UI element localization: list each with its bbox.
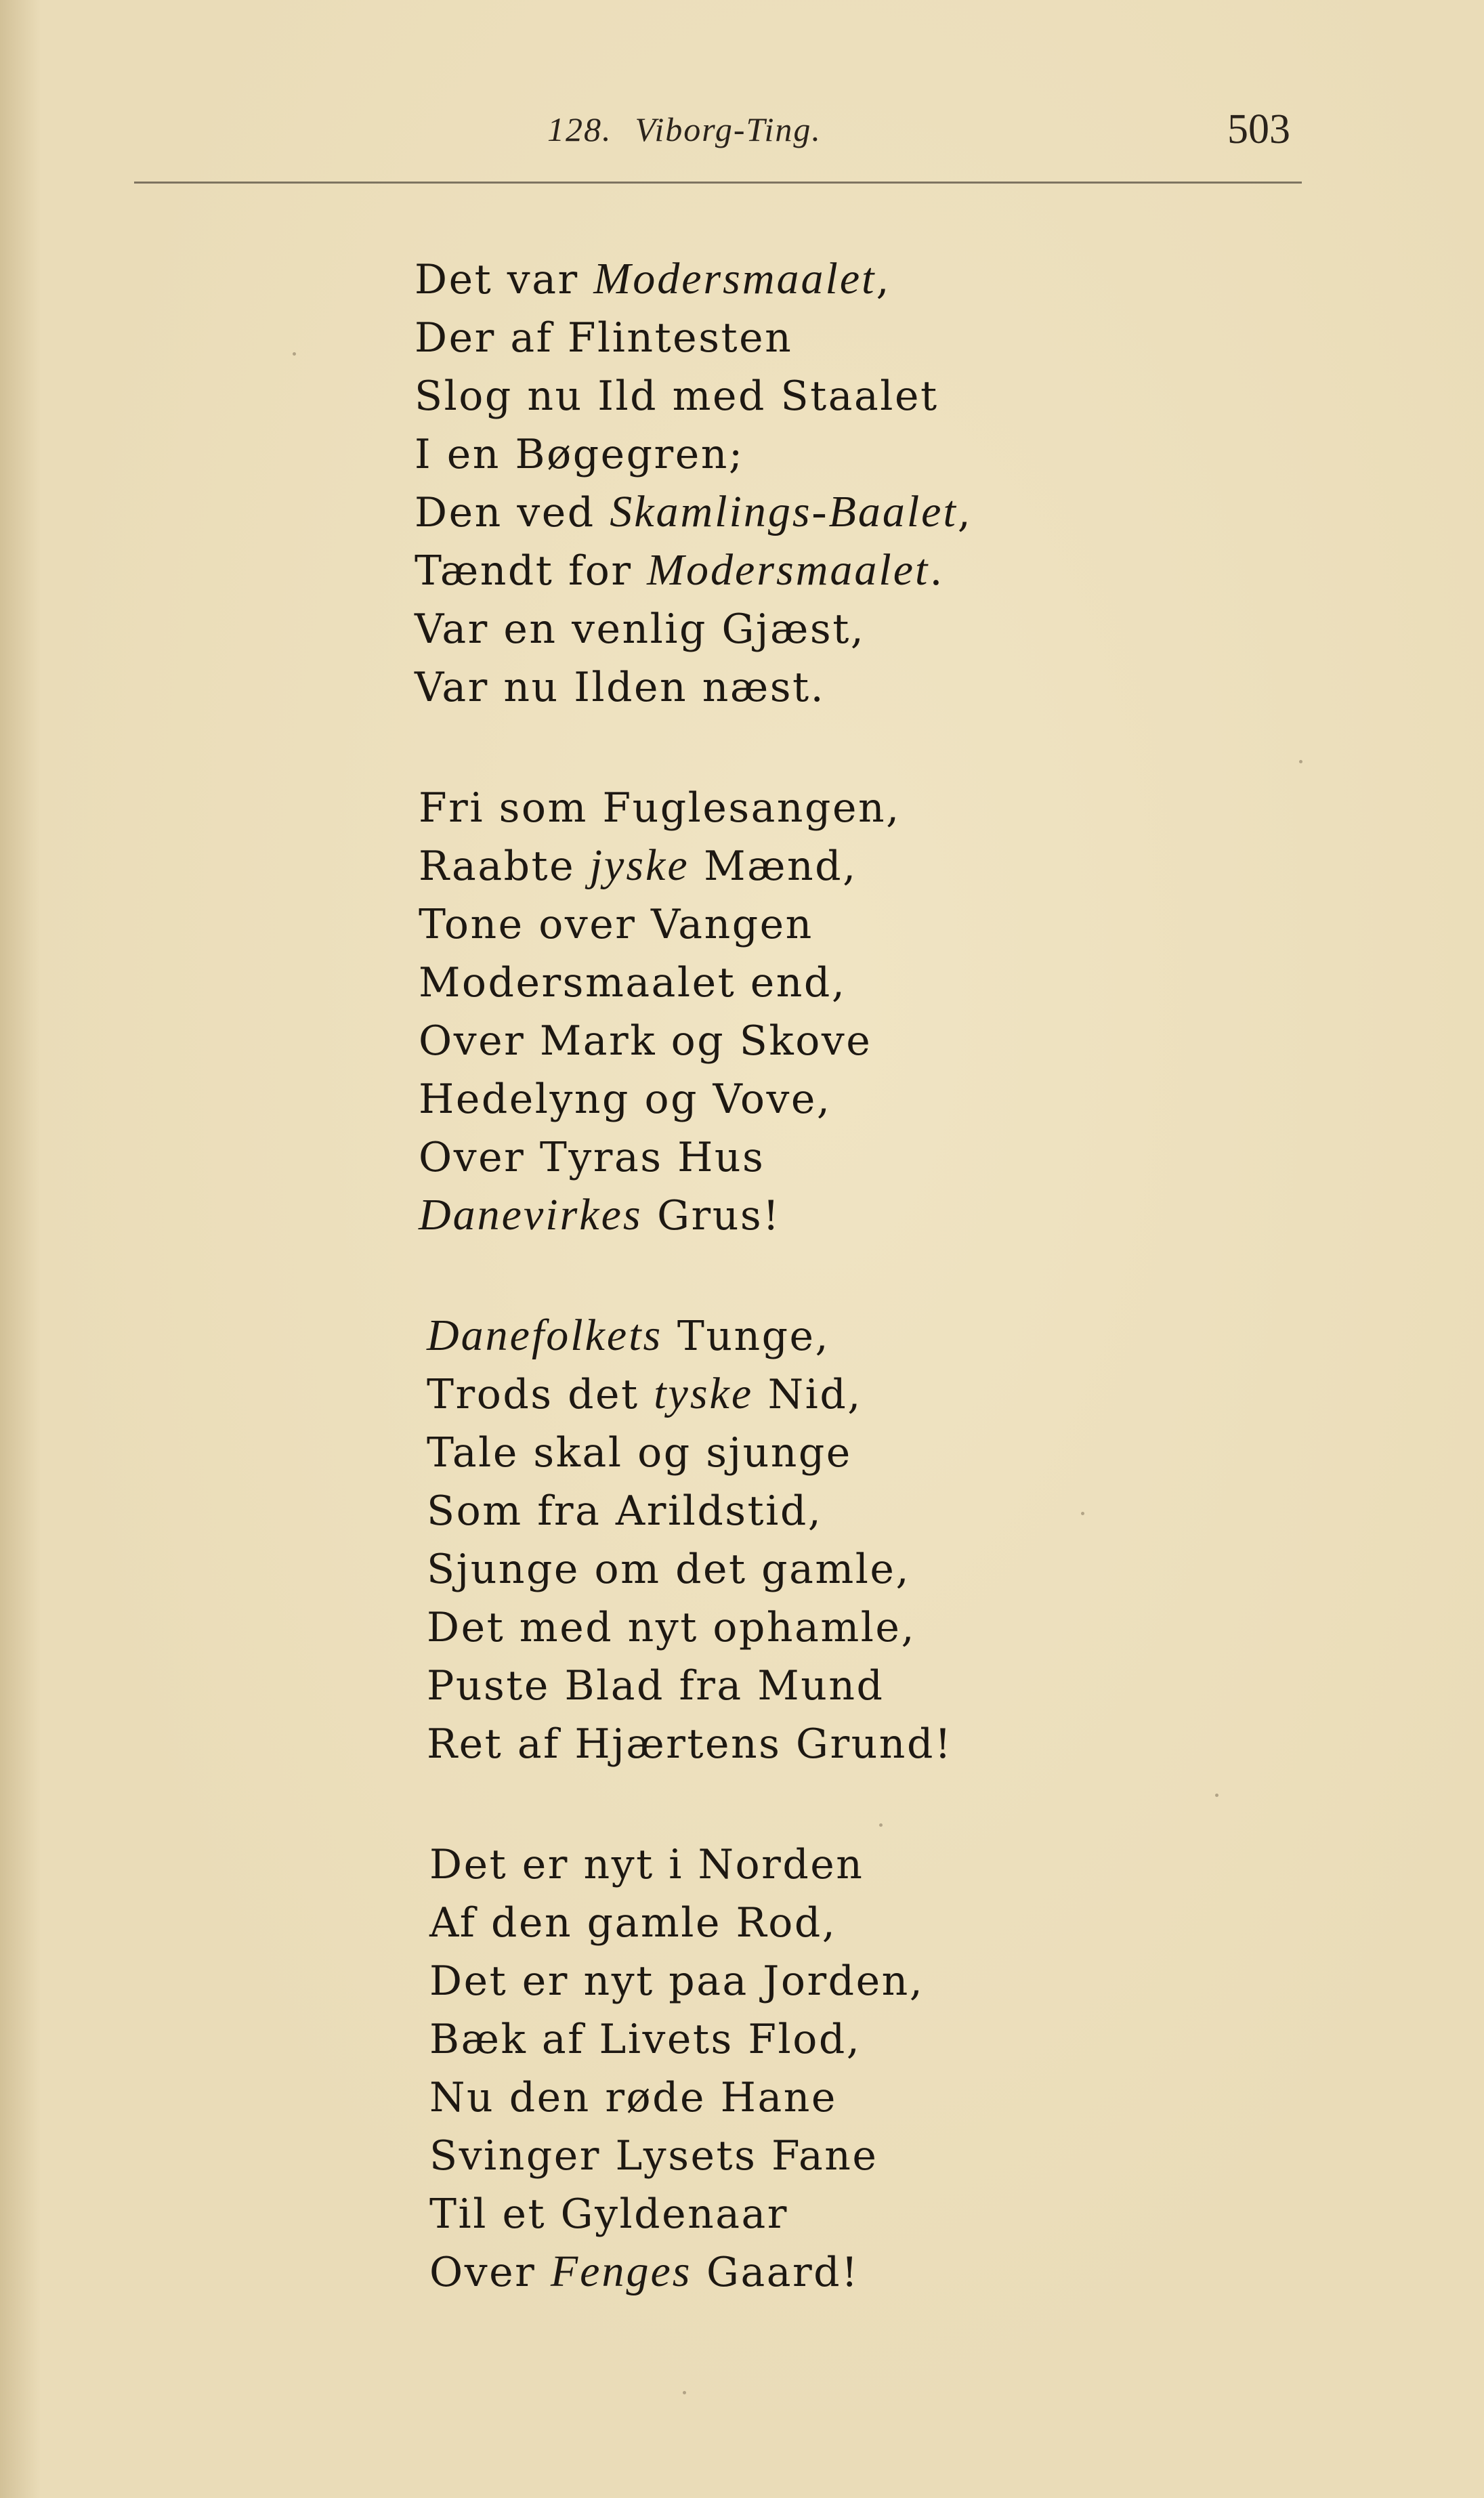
verse-line: Det med nyt ophamle,	[427, 1604, 916, 1651]
verse-line: Der af Flintesten	[415, 314, 793, 362]
verse-line: Af den gamle Rod,	[429, 1899, 837, 1947]
chapter-title: Viborg-Ting.	[635, 110, 822, 148]
paper-speck	[1081, 1512, 1084, 1515]
verse-line: Ret af Hjærtens Grund!	[427, 1720, 953, 1768]
paper-speck	[879, 1823, 883, 1827]
paper-speck	[293, 352, 296, 356]
verse-line: Var en venlig Gjæst,	[415, 606, 866, 653]
verse-line: Tændt for Modersmaalet.	[415, 545, 944, 595]
verse-line: Over Fenges Gaard!	[429, 2247, 860, 2296]
verse-line: Over Mark og Skove	[419, 1017, 872, 1065]
verse-line: Den ved Skamlings-Baalet,	[415, 487, 973, 536]
paper-speck	[1215, 1794, 1218, 1797]
verse-line: Modersmaalet end,	[419, 959, 847, 1007]
verse-line: Danevirkes Grus!	[419, 1190, 781, 1240]
verse-line: Raabte jyske Mænd,	[419, 841, 857, 890]
stanza-1	[415, 250, 972, 716]
verse-line: Hedelyng og Vove,	[419, 1076, 832, 1123]
verse-line: Svinger Lysets Fane	[429, 2132, 878, 2180]
verse-line: Puste Blad fra Mund	[427, 1662, 885, 1710]
verse-line: Danefolkets Tunge,	[427, 1311, 830, 1360]
chapter-number: 128.	[547, 110, 612, 148]
verse-line: Tone over Vangen	[419, 901, 813, 948]
verse-line: I en Bøgegren;	[415, 431, 744, 478]
verse-line: Var nu Ilden næst.	[415, 664, 826, 711]
stanza-2	[419, 778, 901, 1244]
paper-speck	[1299, 760, 1302, 763]
verse-line: Slog nu Ild med Staalet	[415, 373, 939, 420]
stanza-3	[427, 1307, 952, 1773]
verse-line: Til et Gyldenaar	[429, 2190, 788, 2238]
verse-line: Det var Modersmaalet,	[415, 254, 891, 303]
verse-line: Det er nyt i Norden	[429, 1841, 864, 1888]
verse-line: Trods det tyske Nid,	[427, 1369, 862, 1418]
page-number: 503	[1227, 106, 1290, 152]
verse-line: Nu den røde Hane	[429, 2074, 837, 2121]
verse-line: Fri som Fuglesangen,	[419, 784, 901, 832]
verse-line: Bæk af Livets Flod,	[429, 2016, 862, 2063]
verse-line: Det er nyt paa Jorden,	[429, 1957, 925, 2005]
stanza-4	[429, 1835, 924, 2301]
verse-line: Over Tyras Hus	[419, 1134, 765, 1181]
verse-line: Tale skal og sjunge	[427, 1429, 852, 1477]
verse-line: Som fra Arildstid,	[427, 1487, 823, 1535]
paper-speck	[683, 2391, 686, 2394]
verse-line: Sjunge om det gamle,	[427, 1546, 911, 1593]
